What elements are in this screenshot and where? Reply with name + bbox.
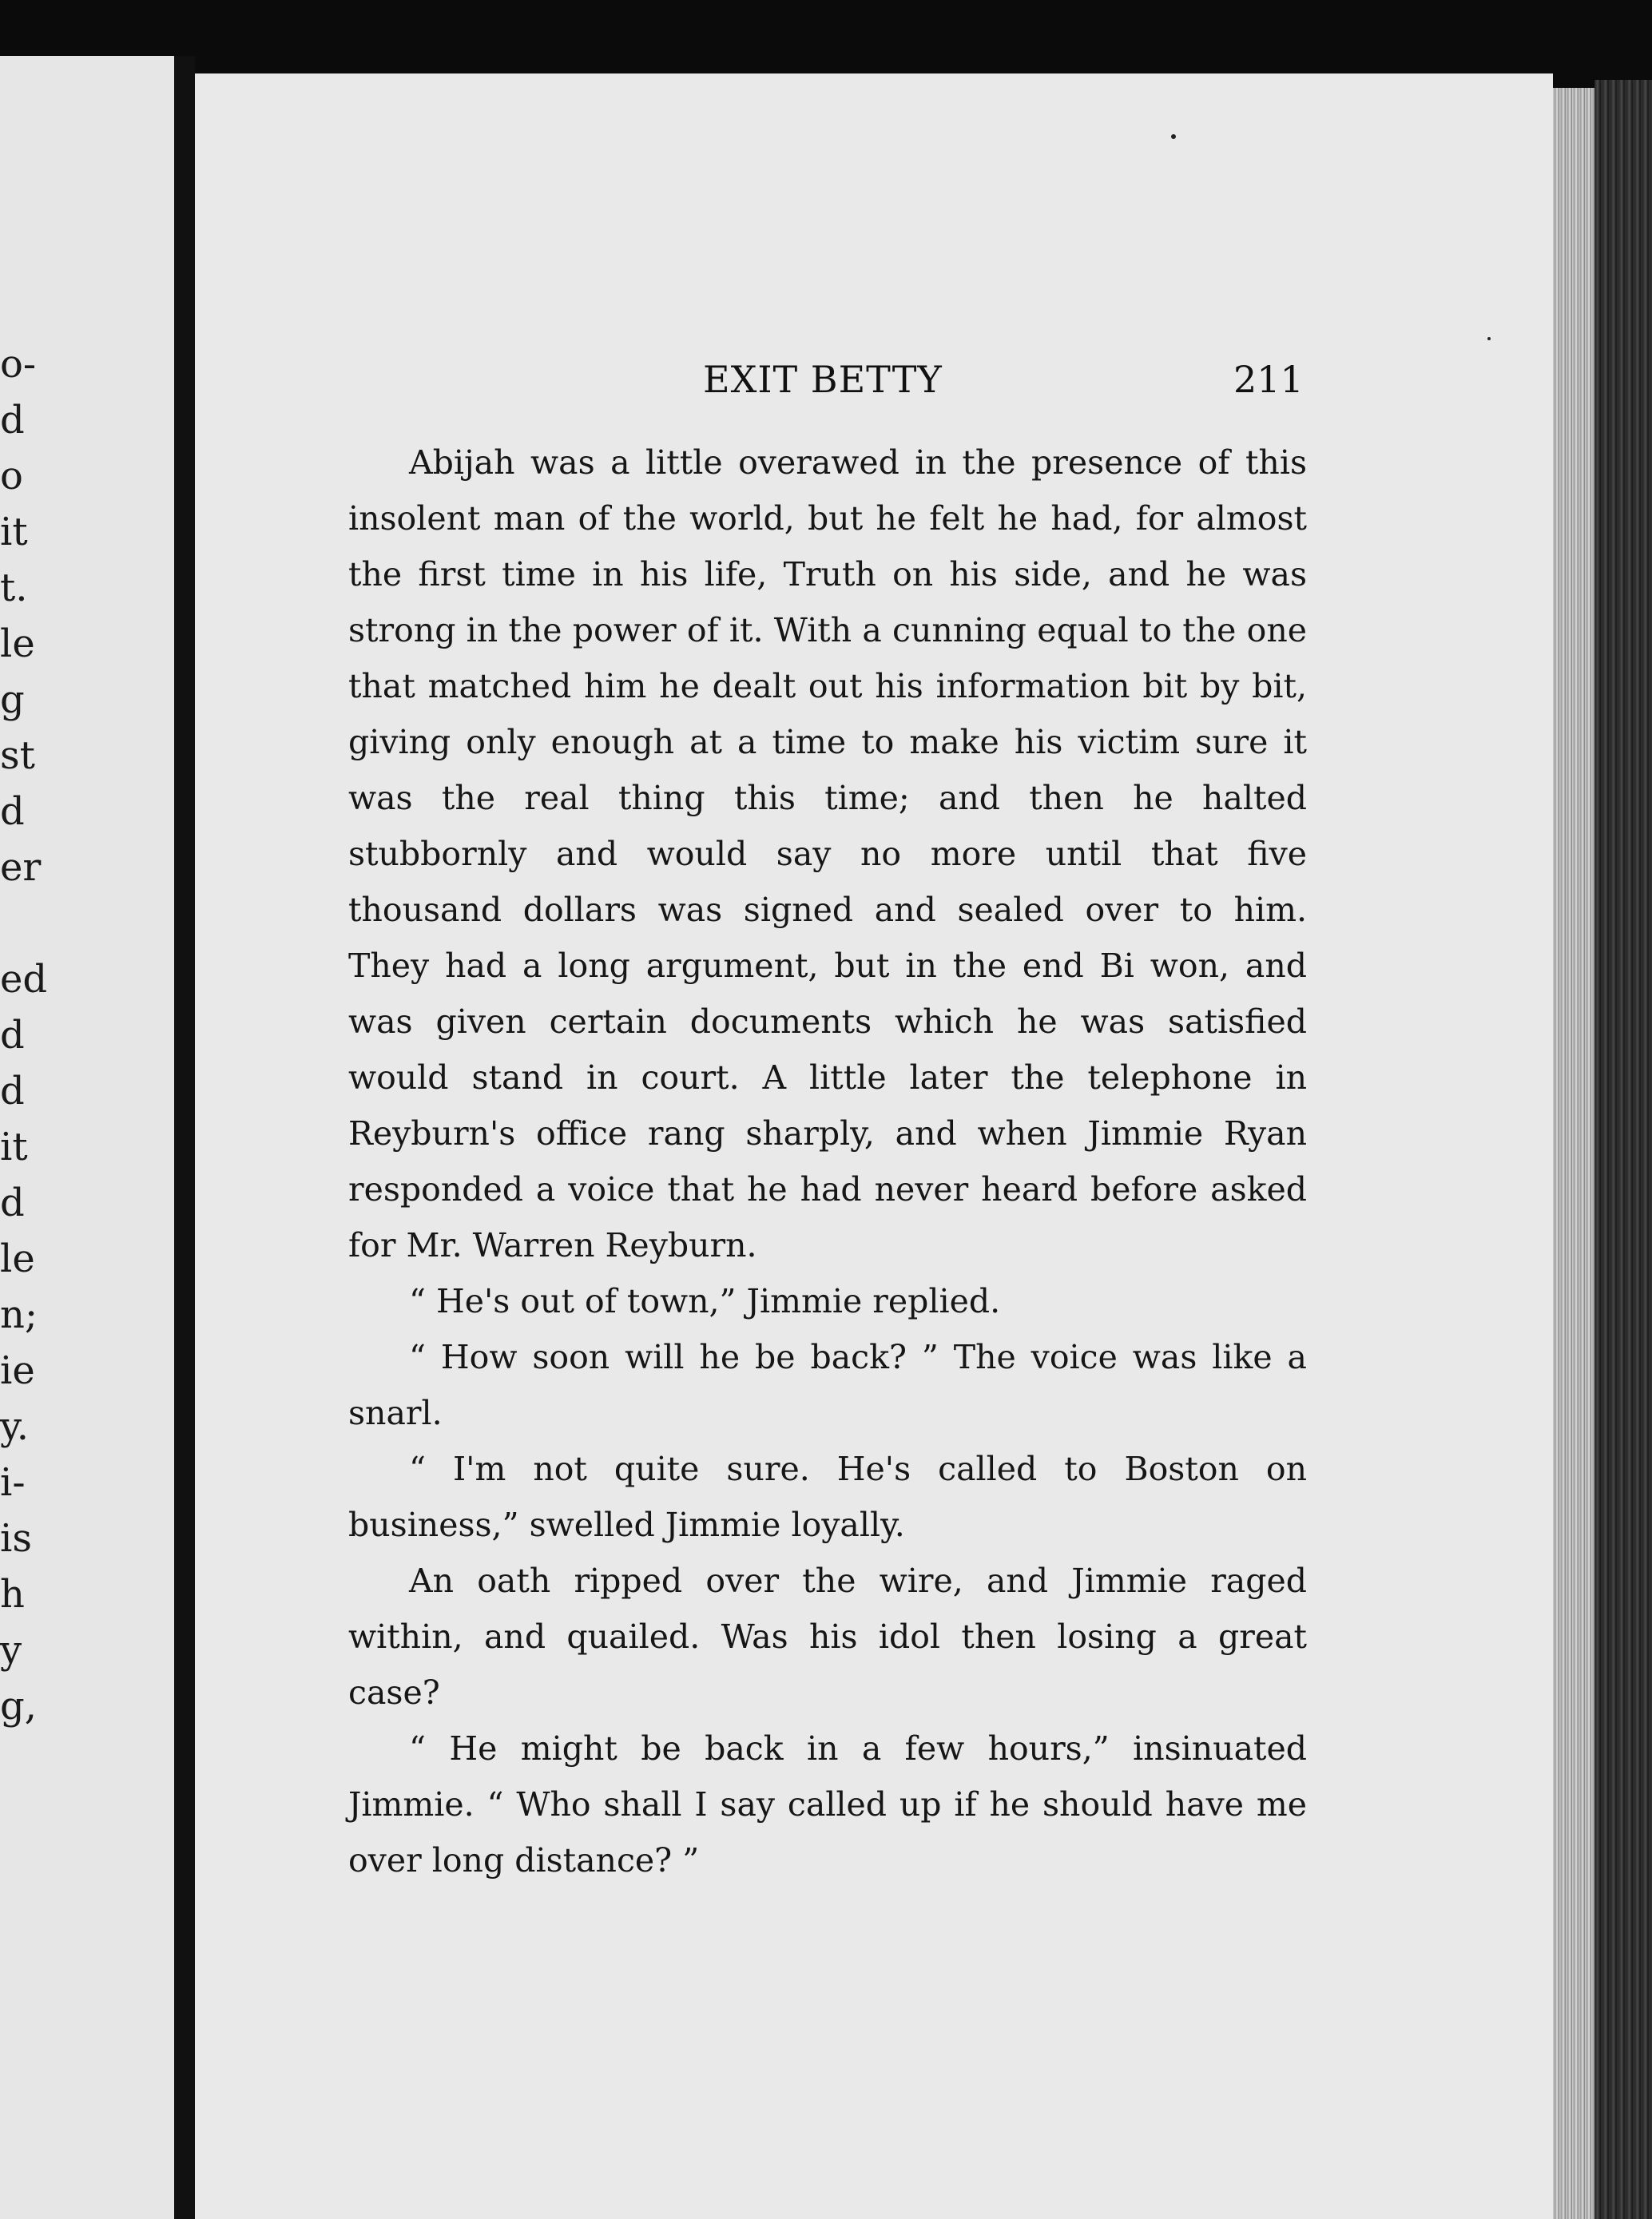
book-gutter — [174, 56, 195, 2219]
left-page-fragment: is — [0, 1516, 32, 1561]
paragraph: “ How soon will he be back? ” The voice was like a snarl. — [348, 1338, 1307, 1432]
left-page-fragment: h — [0, 1572, 25, 1617]
dust-speck — [1487, 337, 1491, 340]
book-page — [195, 73, 1553, 2219]
left-page-fragment: y — [0, 1628, 22, 1673]
left-page-fragment: g — [0, 677, 25, 722]
left-page-fragment: le — [0, 621, 35, 666]
paragraph: “ I'm not quite sure. He's called to Boston on business,” swelled Jimmie loyally. — [348, 1450, 1307, 1544]
left-page-fragment: it — [0, 510, 28, 554]
running-head-title: EXIT BETTY — [703, 358, 943, 401]
book-fore-edge — [1594, 80, 1652, 2219]
left-page-fragment: g, — [0, 1684, 37, 1729]
left-page-fragment: d — [0, 1069, 25, 1113]
paragraph: “ He's out of town,” Jimmie replied. — [409, 1282, 1001, 1320]
left-page-fragment: d — [0, 398, 25, 443]
page-edges — [1553, 88, 1594, 2219]
left-page-fragment: y. — [0, 1404, 29, 1449]
left-page-fragment: d — [0, 1181, 25, 1225]
left-page-fragment: t. — [0, 566, 28, 610]
left-page-fragment: d — [0, 1013, 25, 1058]
left-page-fragment: n; — [0, 1292, 38, 1337]
paragraph: An oath ripped over the wire, and Jimmie raged within, and quailed. Was his idol then losing a great case? — [348, 1562, 1307, 1712]
running-head — [195, 358, 1553, 406]
left-page-fragment: it — [0, 1125, 28, 1169]
left-page-fragment: o- — [0, 342, 37, 387]
left-page-fragment: o — [0, 454, 23, 498]
body-text — [348, 435, 1307, 1888]
left-page-fragment: er — [0, 845, 42, 890]
previous-page-strip — [0, 56, 174, 2219]
page-number: 211 — [1233, 358, 1304, 401]
left-page-fragment: le — [0, 1237, 35, 1281]
left-page-fragment: st — [0, 733, 35, 778]
left-page-fragment: ed — [0, 957, 48, 1002]
dust-speck — [1171, 134, 1176, 139]
left-page-fragment: i- — [0, 1460, 26, 1505]
left-page-fragment: d — [0, 789, 25, 834]
paragraph: “ He might be back in a few hours,” insinuated Jimmie. “ Who shall I say called up if he should have me over long distance? ” — [348, 1729, 1307, 1880]
paragraph: Abijah was a little overawed in the presence of this insolent man of the world, but he felt he had, for almost the first time in his life, Truth on his side, and he was strong in the power of it. With a cunning equal to the one that matched him he dealt out his information bit by bit, giving only enough at a time to make his victim sure it was the real thing this time; and then he halted stubbornly and would say no more until that five thousand dollars was signed and sealed over to him. They had a long argument, but in the end Bi won, and was given certain documents which he was satisfied would stand in court. A little later the telephone in Reyburn's office rang sharply, and when Jimmie Ryan responded a voice that he had never heard before asked for Mr. Warren Reyburn. — [348, 443, 1307, 1264]
left-page-fragment: ie — [0, 1348, 35, 1393]
